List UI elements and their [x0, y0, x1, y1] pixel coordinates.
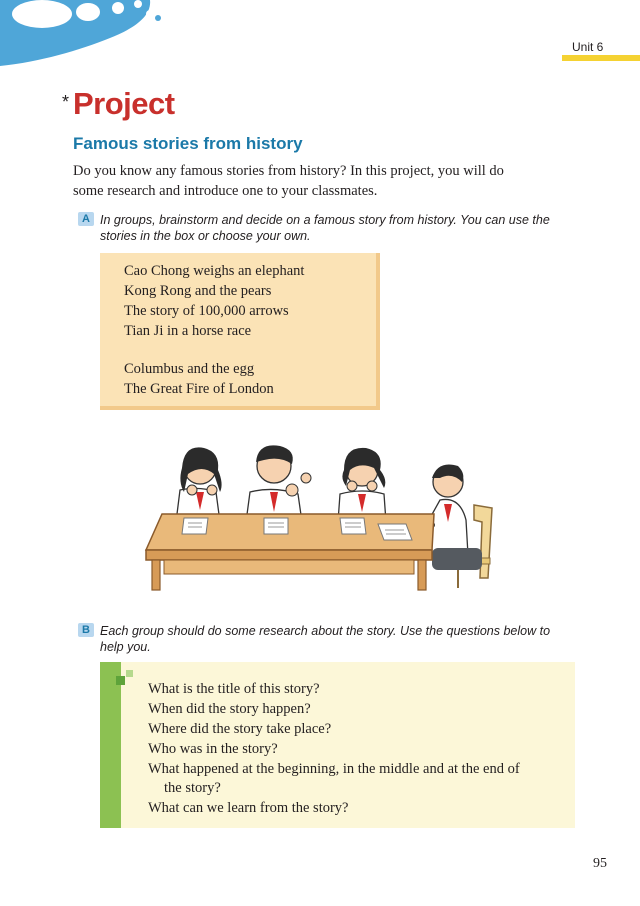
questions-accent-strip [100, 662, 121, 828]
instruction-line: help you. [100, 640, 151, 654]
header-decoration-blob [0, 0, 170, 70]
story-item: The Great Fire of London [124, 381, 274, 397]
story-item: The story of 100,000 arrows [124, 303, 289, 319]
story-item: Columbus and the egg [124, 361, 255, 377]
task-b-label: B [78, 623, 94, 637]
section-subtitle: Famous stories from history [73, 134, 303, 153]
question-item: Where did the story take place? [148, 721, 332, 737]
page-title: Project [73, 86, 175, 121]
question-item: What happened at the beginning, in the middle and at the end of [148, 761, 520, 777]
task-b-instruction [100, 623, 580, 655]
instruction-line: Each group should do some research about the story. Use the questions below to [100, 624, 551, 638]
stories-box [100, 253, 380, 410]
instruction-line: In groups, brainstorm and decide on a famous story from history. You can use the [100, 213, 550, 227]
students-discussion-illustration [140, 430, 510, 595]
question-item: the story? [164, 780, 221, 796]
question-item: What is the title of this story? [148, 681, 320, 697]
instruction-line: stories in the box or choose your own. [100, 229, 311, 243]
intro-line: some research and introduce one to your classmates. [73, 183, 378, 199]
story-item: Tian Ji in a horse race [124, 323, 252, 339]
question-item: When did the story happen? [148, 701, 311, 717]
questions-box [100, 662, 575, 828]
task-a-instruction [100, 212, 580, 244]
optional-marker: * [62, 92, 70, 112]
questions-accent-square [116, 676, 125, 685]
question-item: Who was in the story? [148, 741, 278, 757]
story-item: Kong Rong and the pears [124, 283, 272, 299]
question-item: What can we learn from the story? [148, 800, 349, 816]
unit-label: Unit 6 [572, 40, 604, 54]
questions-accent-square [126, 670, 133, 677]
intro-line: Do you know any famous stories from history? In this project, you will do [73, 163, 504, 179]
page-number: 95 [593, 856, 607, 871]
unit-bar [562, 55, 640, 61]
intro-paragraph [73, 161, 573, 201]
task-a-label: A [78, 212, 94, 226]
story-item: Cao Chong weighs an elephant [124, 263, 305, 279]
